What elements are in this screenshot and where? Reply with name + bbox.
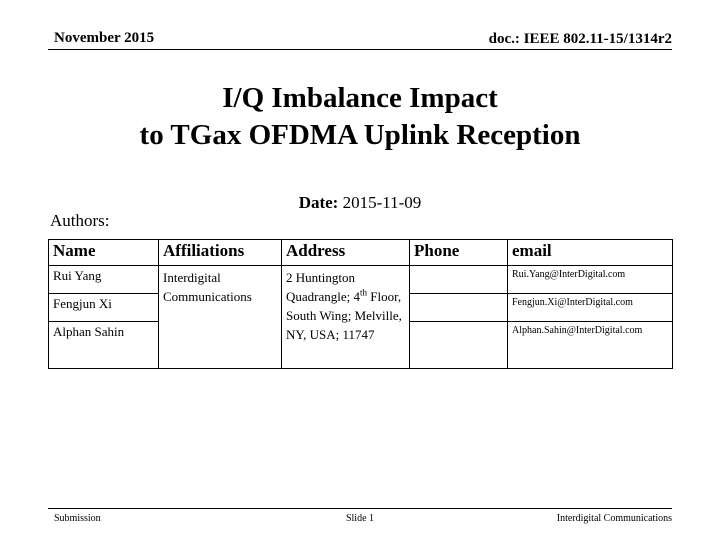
- address-part-1: 2 Huntington Quadrangle; 4: [286, 270, 361, 304]
- table-row: [49, 266, 673, 294]
- phone-cell: [410, 294, 508, 322]
- col-header-affiliations: Affiliations: [159, 240, 282, 266]
- author-email: Rui.Yang@InterDigital.com: [508, 266, 673, 294]
- author-email: Alphan.Sahin@InterDigital.com: [508, 322, 673, 369]
- col-header-email: email: [508, 240, 673, 266]
- footer-slide-number: Slide 1: [345, 513, 375, 524]
- title-line-1: I/Q Imbalance Impact: [222, 82, 498, 114]
- table-header-row: [49, 240, 673, 266]
- title-line-2: to TGax OFDMA Uplink Reception: [139, 119, 581, 151]
- phone-cell: [410, 322, 508, 369]
- header-date: November 2015: [54, 30, 155, 46]
- author-name: Alphan Sahin: [49, 322, 159, 369]
- author-name: Fengjun Xi: [49, 294, 159, 322]
- col-header-phone: Phone: [410, 240, 508, 266]
- slide-title: [0, 80, 720, 154]
- address-part-2: Floor, South Wing; Melville, NY, USA; 11747: [286, 289, 402, 342]
- affiliation-cell: Interdigital Communications: [159, 266, 282, 369]
- footer-rule: [48, 508, 672, 509]
- col-header-address: Address: [282, 240, 410, 266]
- date-label: Date:: [298, 193, 339, 212]
- footer-company: Interdigital Communications: [556, 513, 672, 524]
- authors-label: Authors:: [50, 211, 110, 230]
- date-value: 2015-11-09: [342, 193, 422, 212]
- address-cell: [282, 266, 410, 369]
- col-header-name: Name: [49, 240, 159, 266]
- footer-submission: Submission: [54, 513, 101, 524]
- phone-cell: [410, 266, 508, 294]
- author-name: Rui Yang: [49, 266, 159, 294]
- authors-table: [48, 239, 673, 369]
- header-rule: [48, 49, 672, 50]
- address-superscript: th: [360, 287, 368, 298]
- author-email: Fengjun.Xi@InterDigital.com: [508, 294, 673, 322]
- header-doc-id: doc.: IEEE 802.11-15/1314r2: [488, 31, 672, 47]
- date-line: [0, 193, 720, 213]
